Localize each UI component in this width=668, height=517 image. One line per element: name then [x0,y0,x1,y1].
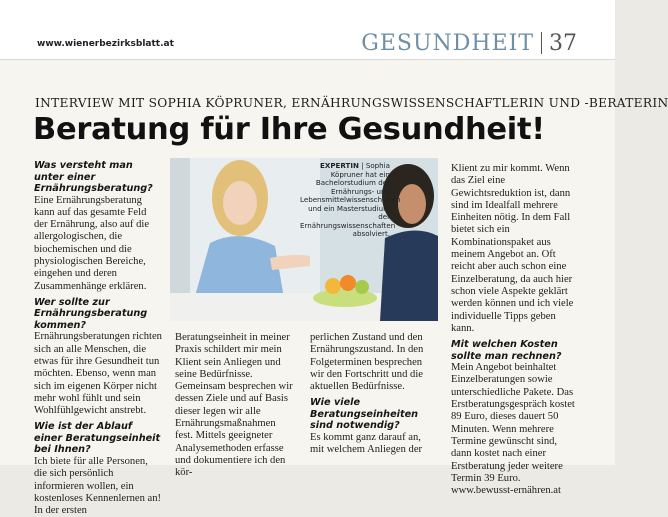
article-kicker: INTERVIEW MIT SOPHIA KÖPRUNER, ERNÄHRUNGSWISSENSCHAFTLERIN UND -BERATERIN [35,96,668,110]
answer-4-part-1: Es kommt ganz darauf an, mit welchem Anliegen der [310,431,423,456]
caption-label: EXPERTIN [320,161,359,170]
page-header [0,0,615,60]
answer-4-part-2: Klient zu mir kommt. Wenn das Ziel eine Gewichtsreduktion ist, dann sind im Idealfall mehrere Einheiten nötig. In dem Fall bietet sich ein Kombinationspaket aus meinem Angebot an. Oft reicht aber auch schon eine Einzelberatung, da auch hier schon viele Aspekte geklärt werden können und ich viele individuelle Tipps geben kann. [451,163,574,334]
question-5: Mit welchen Kosten sollte man rechnen? [451,339,562,362]
question-2: Wer sollte zur Ernährungsberatung kommen? [34,296,148,331]
section-title: GESUNDHEIT [361,30,534,56]
question-1: Was versteht man unter einer Ernährungsberatung? [34,160,153,194]
section-divider [541,32,542,54]
answer-5: Mein Angebot beinhaltet Einzelberatungen sowie unterschiedliche Pakete. Das Erstberatungsgespräch kostet 89 Euro, dieses dauert 50 Minuten. Wenn mehrere Termine gewünscht sind, dann kostet nach einer Erstberatung jeder weitere Termin 39 Euro. [451,362,575,484]
text-column-3 [310,332,430,457]
question-3: Wie ist der Ablauf einer Beratungseinheit bei Ihnen? [34,421,161,456]
answer-2: Ernährungsberatungen richten sich an alle Menschen, die etwas für ihre Gesundheit tun möchten. Ebenso, wenn man sich im eigenen Körper nicht mehr wohl fühlt und sein Wohlfühlgewicht anstrebt. [34,331,162,417]
caption-text: Sophia Köpruner hat ein Bachelorstudium der Ernährungs- und Lebensmittelwissenschaften und ein Masterstudium der Ernährungswissenschaften absolviert. [300,161,401,238]
text-column-1 [34,160,162,517]
section-header [361,30,577,56]
text-column-2 [175,332,295,480]
text-column-4 [451,163,579,497]
page-number: 37 [549,30,577,56]
website-link[interactable]: www.bewusst-ernähren.at [451,485,561,497]
answer-3-part-2: Beratungseinheit in meiner Praxis schildert mir mein Klient sein Anliegen und seine Bedürfnisse. Gemeinsam besprechen wir dessen Ziele und auf Basis dieser legen wir alle Ernährungsmaßnahmen fest. Mittels geeigneter Analysemethoden erfasse und dokumentiere ich den kör- [175,332,293,479]
question-4: Wie viele Beratungseinheiten sind notwendig? [310,397,419,432]
answer-1: Eine Ernährungsberatung kann auf das gesamte Feld der Ernährung, also auf die allergologischen, die biochemischen und die physiologischen Bereiche, eingehen und deren Zusammenhänge erklären. [34,194,150,292]
site-url: www.wienerbezirksblatt.at [37,39,174,49]
article-headline: Beratung für Ihre Gesundheit! [33,112,545,147]
photo-caption: EXPERTIN | Sophia Köpruner hat ein Bachelorstudium der Ernährungs- und Lebensmittelwissenschaften und ein Masterstudium der Ernährungswissenschaften absolviert. [300,161,401,238]
answer-3-part-1: Ich biete für alle Personen, die sich persönlich informieren wollen, ein kostenloses Kennenlernen an! In der ersten [34,455,162,517]
answer-3-part-3: perlichen Zustand und den Ernährungszustand. In den Folgeterminen besprechen wir den Fortschritt und die aktuellen Bedürfnisse. [310,332,424,393]
